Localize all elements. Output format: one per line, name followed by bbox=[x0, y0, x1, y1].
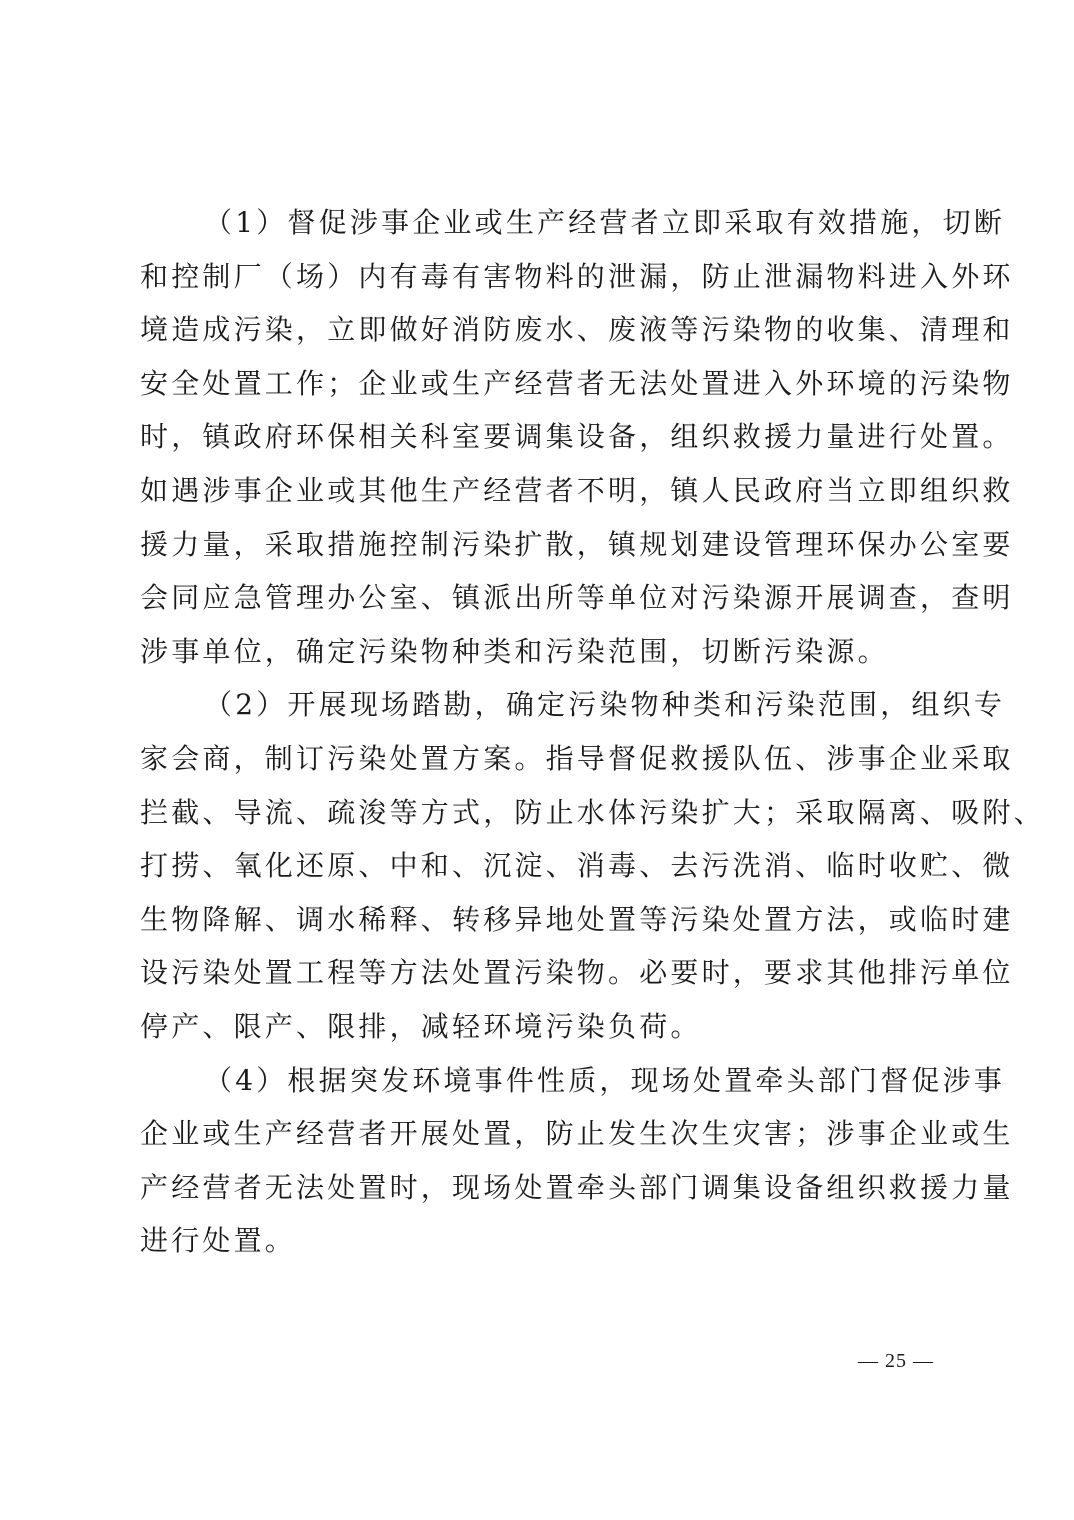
paragraph-1 bbox=[140, 196, 1014, 678]
text-line: 援力量，采取措施控制污染扩散，镇规划建设管理环保办公室要 bbox=[140, 527, 1014, 561]
body-text bbox=[140, 196, 1045, 1268]
text-line: （4）根据突发环境事件性质，现场处置牵头部门督促涉事 bbox=[204, 1063, 1006, 1097]
text-line: 设污染处置工程等方法处置污染物。必要时，要求其他排污单位 bbox=[140, 956, 1014, 990]
text-line: （2）开展现场踏勘，确定污染物种类和污染范围，组织专 bbox=[204, 688, 1006, 722]
text-line: （1）督促涉事企业或生产经营者立即采取有效措施，切断 bbox=[204, 206, 1006, 239]
text-line: 停产、限产、限排，减轻环境污染负荷。 bbox=[140, 1009, 702, 1043]
text-line: 企业或生产经营者开展处置，防止发生次生灾害；涉事企业或生 bbox=[140, 1117, 1014, 1151]
paragraph-2 bbox=[140, 678, 1045, 1053]
page-number: — 25 — bbox=[858, 1350, 934, 1372]
text-line: 产经营者无法处置时，现场处置牵头部门调集设备组织救援力量 bbox=[140, 1170, 1014, 1204]
text-line: 家会商，制订污染处置方案。指导督促救援队伍、涉事企业采取 bbox=[140, 741, 1014, 775]
text-line: 进行处置。 bbox=[140, 1224, 297, 1258]
text-line: 涉事单位，确定污染物种类和污染范围，切断污染源。 bbox=[140, 634, 889, 668]
text-line: 和控制厂（场）内有毒有害物料的泄漏，防止泄漏物料进入外环 bbox=[140, 259, 1014, 293]
text-line: 生物降解、调水稀释、转移异地处置等污染处置方法，或临时建 bbox=[140, 902, 1014, 936]
text-line: 时，镇政府环保相关科室要调集设备，组织救援力量进行处置。 bbox=[140, 420, 1014, 454]
text-line: 拦截、导流、疏浚等方式，防止水体污染扩大；采取隔离、吸附、 bbox=[140, 795, 1045, 829]
text-line: 如遇涉事企业或其他生产经营者不明，镇人民政府当立即组织救 bbox=[140, 473, 1014, 507]
paragraph-3 bbox=[140, 1054, 1014, 1268]
text-line: 打捞、氧化还原、中和、沉淀、消毒、去污洗消、临时收贮、微 bbox=[140, 849, 1014, 883]
text-line: 境造成污染，立即做好消防废水、废液等污染物的收集、清理和 bbox=[140, 313, 1014, 347]
text-line: 会同应急管理办公室、镇派出所等单位对污染源开展调查，查明 bbox=[140, 581, 1014, 615]
text-line: 安全处置工作；企业或生产经营者无法处置进入外环境的污染物 bbox=[140, 366, 1014, 400]
